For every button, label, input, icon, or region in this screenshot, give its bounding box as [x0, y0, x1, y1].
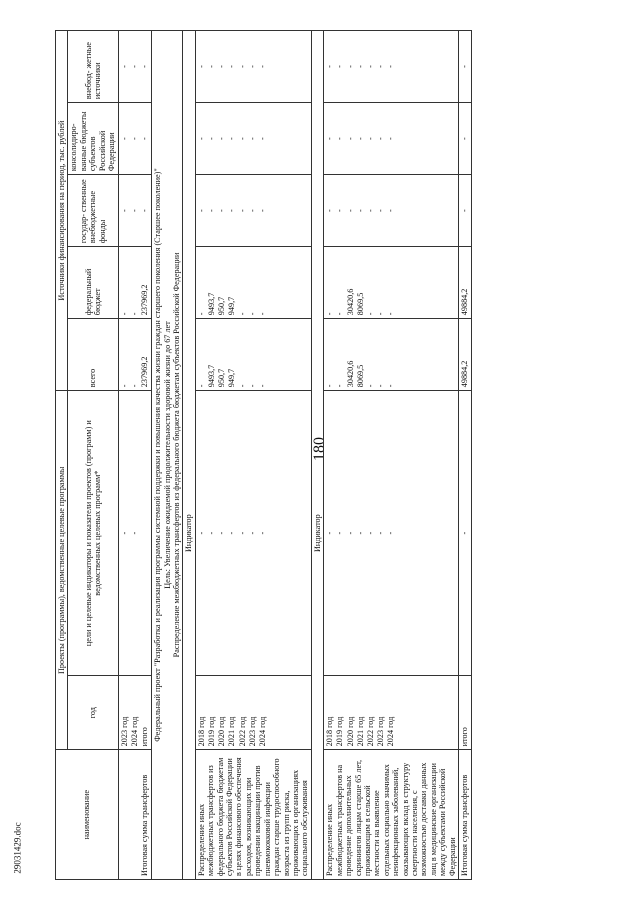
final-year: итого [459, 676, 471, 750]
col-goals-header: цели и целевые индикаторы и показатели проектов (программ) и ведомственных целевых программ* [68, 391, 118, 676]
cell-line: - [247, 531, 257, 535]
cell-line: - [376, 65, 386, 68]
cell-line: - [247, 312, 257, 316]
cell-line: - [237, 531, 247, 535]
cell-line: 9493,7 [206, 292, 216, 316]
cell-line: - [366, 209, 376, 213]
cell-line: 237969,2 [139, 356, 149, 388]
cell-line: 237969,2 [139, 284, 149, 316]
cell-line: - [366, 531, 376, 535]
cell-line: 2022 год [237, 716, 247, 747]
row-vaccination-regional [195, 103, 311, 175]
cell-line: - [217, 209, 227, 213]
row-screening-years [324, 676, 459, 750]
col-state-funds-header: государ- ственные внебюджетные фонды [68, 175, 118, 247]
row-vaccination-goals [195, 391, 311, 676]
cell-line: - [335, 209, 345, 213]
row-vaccination-total [195, 319, 311, 391]
cell-line: - [129, 209, 139, 213]
row-screening-name: Распределение иных межбюджетных трансфертов на проведение дополнительных скринингов лицам старше 65 лет, проживающим в сельской местности на выявление отдельных социально значимых неинфекционных заболеваний, оказывающих вклад в структуру смертности населения, с возможностью доставки данных лиц в медицинские организации между субъектами Российской Федерации [324, 750, 459, 880]
cell-line: 8069,5 [355, 364, 365, 388]
indicator-row-1 [183, 31, 195, 880]
cell-line: - [386, 65, 396, 68]
cell-line: - [247, 384, 257, 388]
row-screening-regional [324, 103, 459, 175]
cell-line: 2018 год [196, 716, 206, 747]
row-vaccination-years [195, 676, 311, 750]
cell-line: - [227, 209, 237, 213]
col-total-header: всего [68, 319, 118, 391]
row-final-total [459, 31, 471, 880]
cell-line: - [129, 312, 139, 316]
cell-line: - [206, 65, 216, 68]
cell-line: - [386, 531, 396, 535]
project-section: Распределение межбюджетных трансфертов из федерального бюджета бюджетам субъектов Российской Федерации [171, 252, 181, 658]
cell-line: - [217, 531, 227, 535]
cell-line: - [196, 65, 206, 68]
cell-line: 949,7 [227, 368, 237, 388]
cell-line: - [325, 137, 335, 140]
cell-line: 2020 год [345, 716, 355, 747]
header-row-1 [56, 31, 68, 880]
cell-line: 30420,6 [345, 288, 355, 316]
cell-line: - [119, 65, 129, 68]
cell-line: - [196, 384, 206, 388]
cell-line: - [257, 137, 267, 140]
cell-line: - [355, 531, 365, 535]
cell-line: - [206, 209, 216, 213]
cell-line: - [386, 137, 396, 140]
cell-line: - [345, 209, 355, 213]
budget-table [55, 30, 472, 880]
cell-line: 2021 год [227, 716, 237, 747]
cell-line: - [325, 531, 335, 535]
row-screening-total [324, 319, 459, 391]
cell-line: - [386, 312, 396, 316]
cell-line: 2022 год [366, 716, 376, 747]
cell-line: 950,7 [217, 296, 227, 316]
col-extra-header: внебюд- жетные источники [68, 31, 118, 103]
cell-line: - [257, 209, 267, 213]
cell-line: - [366, 137, 376, 140]
cell-line: - [355, 209, 365, 213]
col-name-header: наименование [56, 750, 119, 880]
cell-line: - [325, 209, 335, 213]
top-name-cell [118, 750, 152, 880]
cell-line: - [247, 209, 257, 213]
cell-line: - [196, 531, 206, 535]
project-title-row [152, 31, 183, 880]
row-vaccination-state-funds [195, 175, 311, 247]
cell-line: 949,7 [227, 296, 237, 316]
cell-line: - [206, 137, 216, 140]
final-federal: 49884,2 [459, 247, 471, 319]
top-total-label: Итоговая сумма трансфертов [139, 774, 149, 876]
row-screening-federal [324, 247, 459, 319]
cell-line: - [217, 137, 227, 140]
cell-line: - [237, 137, 247, 140]
cell-line: - [227, 531, 237, 535]
cell-line: - [345, 65, 355, 68]
cell-line: 2024 год [129, 716, 139, 747]
top-federal [118, 247, 152, 319]
cell-line: 2024 год [386, 716, 396, 747]
cell-line: - [119, 531, 129, 535]
cell-line: - [196, 209, 206, 213]
cell-line: 2019 год [335, 716, 345, 747]
cell-line: - [376, 312, 386, 316]
cell-line: 2020 год [217, 716, 227, 747]
project-title: Федеральный проект "Разработка и реализация программы системной поддержки и повышения качества жизни граждан старшего поколения (Старшее поколение)" Цель: Увеличение ожидаемой продолжительности здоровой жизни до 67 лет Распределение межбюджетных трансфертов из федерального бюджета бюджетам субъектов Российской Федерации [152, 31, 183, 880]
project-goal: Цель: Увеличение ожидаемой продолжительности здоровой жизни до 67 лет [162, 321, 172, 589]
indicator-label-2: Индикатор [311, 391, 323, 676]
cell-line: 2023 год [247, 716, 257, 747]
cell-line: - [247, 65, 257, 68]
top-extra [118, 31, 152, 103]
cell-line: - [355, 65, 365, 68]
cell-line: - [257, 65, 267, 68]
cell-line: 2021 год [355, 716, 365, 747]
sources-group-header: Источники финансирования на период, тыс. рублей [56, 31, 68, 391]
row-screening-state-funds [324, 175, 459, 247]
row-vaccination-federal [195, 247, 311, 319]
final-regional: - [459, 103, 471, 175]
cell-line: - [376, 531, 386, 535]
cell-line: - [376, 384, 386, 388]
cell-line: 2018 год [325, 716, 335, 747]
cell-line: - [139, 65, 149, 68]
cell-line: - [325, 312, 335, 316]
top-goals [118, 391, 152, 676]
cell-line: 2023 год [376, 716, 386, 747]
cell-line: 2019 год [206, 716, 216, 747]
final-goal: - [459, 391, 471, 676]
cell-line: - [386, 384, 396, 388]
top-regional [118, 103, 152, 175]
cell-line: - [119, 137, 129, 140]
final-state-funds: - [459, 175, 471, 247]
cell-line: - [247, 137, 257, 140]
cell-line: - [366, 312, 376, 316]
cell-line: - [257, 312, 267, 316]
cell-line: - [119, 209, 129, 213]
top-total [118, 319, 152, 391]
cell-line: 950,7 [217, 368, 227, 388]
col-federal-header: федеральный бюджет [68, 247, 118, 319]
cell-line: - [119, 312, 129, 316]
cell-line: - [139, 209, 149, 213]
indicator-label: Индикатор [183, 391, 195, 676]
cell-line: 30420,6 [345, 360, 355, 388]
row-vaccination-name: Распределение иных межбюджетных трансфертов из федерального бюджета бюджетам субъектов Российской Федерации в целях финансового обеспечения расходов, возникающих при проведении вакцинации против пневмококковой инфекции граждан старше трудоспособного возраста из групп риска, проживающих в организациях социального обслуживания [195, 750, 311, 880]
cell-line: итого [139, 727, 149, 747]
cell-line: - [345, 137, 355, 140]
cell-line: - [227, 65, 237, 68]
cell-line: 2024 год [257, 716, 267, 747]
cell-line: - [237, 384, 247, 388]
cell-line: 8069,5 [355, 292, 365, 316]
page-number: 180 [311, 437, 328, 461]
projects-group-header: Проекты (программы), ведомственные целевые программы [56, 391, 68, 750]
document-code: 29031429.doc [12, 822, 23, 874]
row-screening-extra [324, 31, 459, 103]
cell-line: 2023 год [119, 716, 129, 747]
final-extra: - [459, 31, 471, 103]
cell-line: - [325, 384, 335, 388]
top-years [118, 676, 152, 750]
col-regional-header: консолидиро- ванные бюджеты субъектов Российской Федерации [68, 103, 118, 175]
row-screening-goals [324, 391, 459, 676]
row-vaccination-extra [195, 31, 311, 103]
final-total: 49884,2 [459, 319, 471, 391]
top-rows [118, 31, 152, 880]
row-vaccination [195, 31, 311, 880]
cell-line: - [129, 384, 139, 388]
final-name: Итоговая сумма трансфертов [459, 750, 471, 880]
cell-line: - [217, 65, 227, 68]
cell-line: - [376, 209, 386, 213]
top-state-funds [118, 175, 152, 247]
cell-line: - [366, 65, 376, 68]
cell-line: - [335, 531, 345, 535]
cell-line: - [129, 65, 139, 68]
cell-line [140, 394, 150, 672]
cell-line: - [257, 384, 267, 388]
cell-line: - [366, 384, 376, 388]
cell-line: - [386, 209, 396, 213]
cell-line: - [335, 137, 345, 140]
cell-line: - [196, 137, 206, 140]
cell-line: - [335, 384, 345, 388]
cell-line: 9493,7 [206, 364, 216, 388]
cell-line: - [325, 65, 335, 68]
cell-line: - [345, 531, 355, 535]
cell-line: - [335, 65, 345, 68]
indicator-row-2 [311, 31, 323, 880]
col-year-header: год [68, 676, 118, 750]
row-screening [324, 31, 459, 880]
budget-table-sheet [55, 30, 640, 880]
cell-line: - [376, 137, 386, 140]
cell-line: - [335, 312, 345, 316]
cell-line: - [237, 209, 247, 213]
cell-line: - [227, 137, 237, 140]
cell-line: - [129, 531, 139, 535]
cell-line: - [237, 312, 247, 316]
cell-line: - [139, 137, 149, 140]
cell-line: - [196, 312, 206, 316]
cell-line: - [355, 137, 365, 140]
cell-line: - [257, 531, 267, 535]
cell-line: - [237, 65, 247, 68]
cell-line: - [129, 137, 139, 140]
cell-line: - [206, 531, 216, 535]
cell-line: - [119, 384, 129, 388]
